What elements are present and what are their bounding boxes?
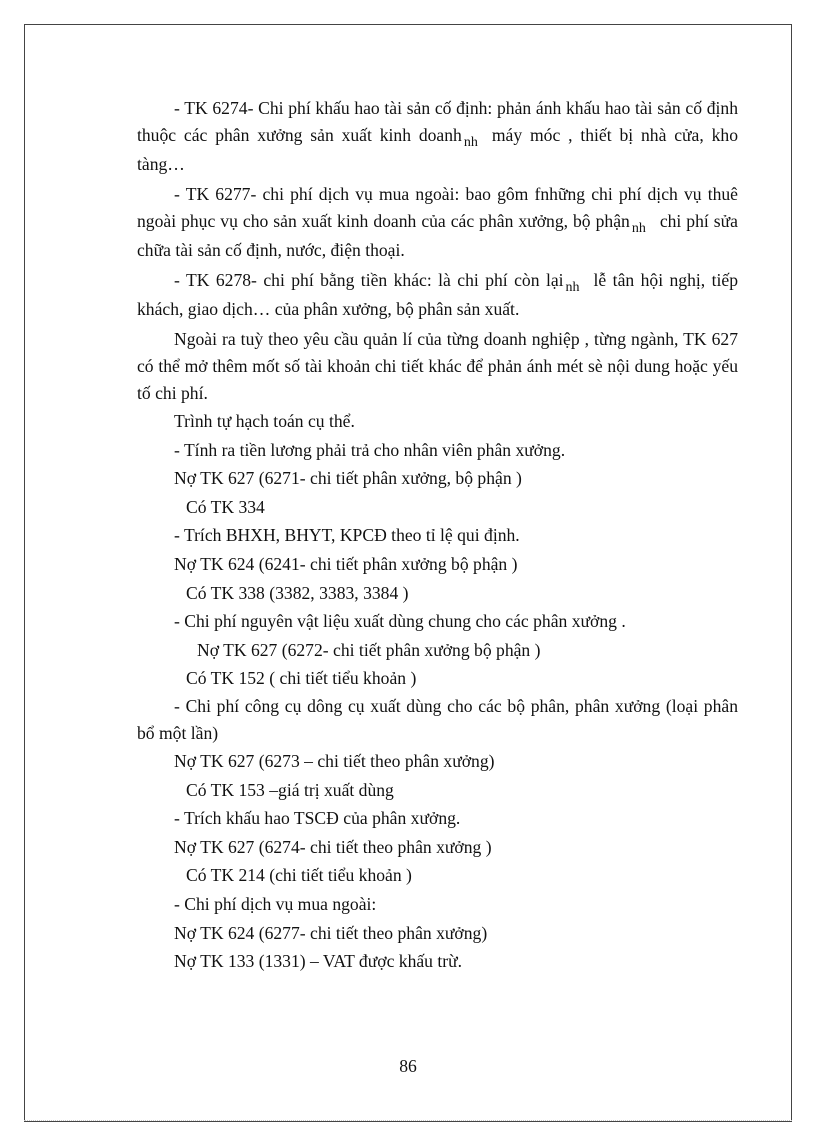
page-number: 86 [399, 1056, 417, 1076]
credit-line: Có TK 338 (3382, 3383, 3384 ) [186, 582, 409, 603]
paragraph-tk6274 [137, 95, 738, 178]
debit-line: Nợ TK 627 (6271- chi tiết phân xưởng, bộ phận ) [174, 468, 522, 489]
text-line: - Chi phí dịch vụ mua ngoài: [174, 893, 377, 914]
inline-fragment: nh [565, 280, 580, 295]
paragraph-text: lễ tân hội nghị, tiếp khách, giao dịch… của phân xưởng, bộ phân sản xuất. [137, 270, 739, 319]
inline-fragment: nh [463, 135, 478, 150]
paragraph-cong-cu: - Chi phí công cụ dông cụ xuất dùng cho các bộ phân, phân xưởng (loại phân bổ một lần) [137, 695, 738, 743]
debit-line: Nợ TK 624 (6277- chi tiết theo phân xưởng) [174, 922, 488, 943]
text-line: - Chi phí nguyên vật liệu xuất dùng chung cho các phân xưởng . [174, 611, 626, 632]
debit-line: Nợ TK 624 (6241- chi tiết phân xưởng bộ phận ) [174, 553, 518, 574]
paragraph-tk6277 [137, 181, 738, 264]
paragraph-text: - TK 6278- chi phí bằng tiền khác: là chi phí còn lại [174, 270, 564, 290]
paragraph-text: - TK 6277- chi phí dịch vụ mua ngoài: bao gôm fnhững chi phí dịch vụ thuê ngoài phục vụ cho sản xuất kinh doanh của các phân xưởng, bộ phận [137, 184, 738, 231]
debit-line: Nợ TK 627 (6272- chi tiết phân xưởng bộ phận ) [197, 639, 541, 660]
credit-line: Có TK 334 [186, 496, 265, 517]
credit-line: Có TK 214 (chi tiết tiểu khoản ) [186, 865, 412, 886]
debit-line: Nợ TK 627 (6274- chi tiết theo phân xưởng ) [174, 836, 492, 857]
document-body [137, 95, 738, 976]
debit-line: Nợ TK 627 (6273 – chi tiết theo phân xưởng) [174, 750, 495, 771]
credit-line: Có TK 152 ( chi tiết tiểu khoản ) [186, 668, 417, 689]
paragraph-ngoai-ra: Ngoài ra tuỳ theo yêu cầu quản lí của từng doanh nghiệp , từng ngành, TK 627 có thể mở thêm mốt số tài khoản chi tiết khác để phản ánh mét sè nội dung hoặc yếu tố chi phí. [137, 329, 738, 403]
paragraph-tk6278 [137, 267, 738, 323]
inline-fragment: nh [631, 221, 646, 236]
text-line: - Trích BHXH, BHYT, KPCĐ theo tỉ lệ qui định. [174, 525, 520, 546]
paragraph-text: máy móc , thiết bị nhà cửa, kho tàng… [137, 125, 738, 174]
paragraph-text: - TK 6274- Chi phí khấu hao tài sản cố định: phản ánh khấu hao tài sản cố định thuộc các phân xưởng sản xuất kinh doanh [137, 98, 738, 145]
text-line: Trình tự hạch toán cụ thể. [174, 411, 355, 431]
paragraph-text: chi phí sửa chữa tài sản cố định, nước, điện thoại. [137, 211, 738, 260]
text-line: - Trích khấu hao TSCĐ của phân xưởng. [174, 808, 461, 829]
text-line: - Tính ra tiền lương phải trả cho nhân viên phân xưởng. [174, 439, 566, 460]
credit-line: Có TK 153 –giá trị xuất dùng [186, 779, 394, 800]
bottom-dotted-rule [24, 1120, 792, 1121]
debit-line: Nợ TK 133 (1331) – VAT được khấu trừ. [174, 951, 463, 972]
